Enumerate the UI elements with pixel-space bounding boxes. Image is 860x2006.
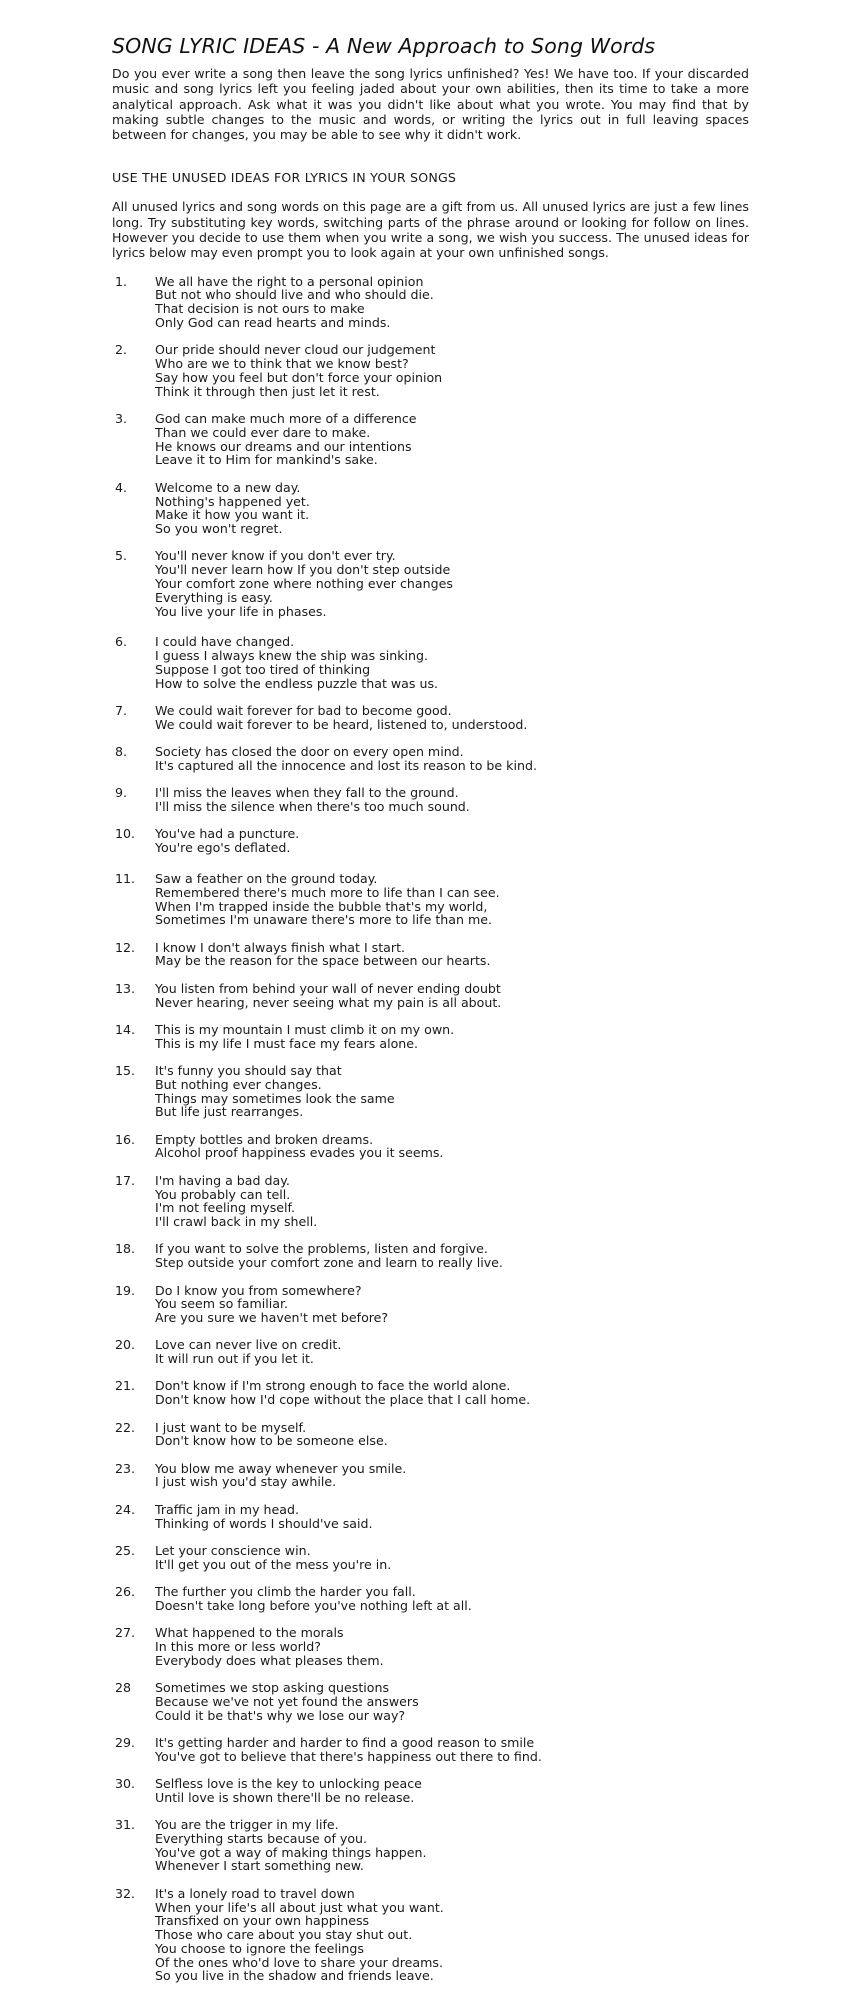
lyric-line: Only God can read hearts and minds. [155,315,391,331]
lyric-lines [155,1777,749,1805]
lyric-line: But not who should live and who should die. [155,287,434,303]
lyric-line: Your comfort zone where nothing ever changes [155,576,453,592]
lyric-line: Until love is shown there'll be no release. [155,1789,415,1805]
lyric-line: I'm having a bad day. [155,1172,290,1188]
lyric-item [112,481,749,536]
lyric-number: 25. [115,1542,136,1558]
lyric-lines [155,1242,749,1270]
lyric-lines [155,1818,749,1873]
lyric-lines [155,872,749,927]
lyric-line: Because we've not yet found the answers [155,1693,419,1709]
lyric-lines [155,1544,749,1572]
lyric-number: 23. [115,1460,136,1476]
body-paragraph: All unused lyrics and song words on this page are a gift from us. All unused lyrics are just a few lines long. Try substituting key words, switching parts of the phrase around or looking for follow on lines. However you decide to use them when you write a song, we wish you success. The unused ideas for lyrics below may even prompt you to look again at your own unfinished songs. [112,199,749,261]
lyric-line: But nothing ever changes. [155,1076,322,1092]
lyric-line: But life just rearranges. [155,1104,304,1120]
lyric-line: Remembered there's much more to life than I can see. [155,884,500,900]
lyric-line: Alcohol proof happiness evades you it seems. [155,1145,444,1161]
lyric-line: Thinking of words I should've said. [155,1515,373,1531]
lyric-line: This is my mountain I must climb it on my own. [155,1021,455,1037]
lyric-number: 32. [115,1885,136,1901]
lyric-number: 19. [115,1282,136,1298]
lyric-number: 29. [115,1734,136,1750]
lyric-lines [155,982,749,1010]
lyric-lines [155,481,749,536]
lyric-number: 10. [115,826,136,842]
lyric-line: Everything starts because of you. [155,1830,368,1846]
lyric-line: Of the ones who'd love to share your dreams. [155,1954,443,1970]
lyric-lines [155,704,749,732]
lyric-line: God can make much more of a difference [155,411,417,427]
lyric-line: Sometimes I'm unaware there's more to life than me. [155,912,492,928]
lyric-lines [155,1585,749,1613]
lyric-line: I'll crawl back in my shell. [155,1214,318,1230]
lyric-line: I just wish you'd stay awhile. [155,1474,337,1490]
lyric-line: I'll miss the leaves when they fall to the ground. [155,785,459,801]
lyric-line: You choose to ignore the feelings [155,1940,364,1956]
lyric-number: 20. [115,1337,136,1353]
lyric-line: How to solve the endless puzzle that was us. [155,675,439,691]
lyric-item [112,786,749,814]
lyric-line: Everybody does what pleases them. [155,1652,384,1668]
lyric-number: 15. [115,1062,136,1078]
lyric-line: Never hearing, never seeing what my pain is all about. [155,994,502,1010]
lyric-line: Those who care about you stay shut out. [155,1927,413,1943]
lyric-lines [155,635,749,690]
lyric-line: Make it how you want it. [155,507,310,523]
lyric-number: 2. [115,342,128,358]
lyric-line: Who are we to think that we know best? [155,356,409,372]
lyric-number: 4. [115,479,128,495]
lyric-item [112,1421,749,1449]
lyric-item [112,1023,749,1051]
lyric-number: 21. [115,1378,136,1394]
lyric-line: So you won't regret. [155,521,283,537]
lyric-item [112,1133,749,1161]
lyric-item [112,1242,749,1270]
lyric-line: You seem so familiar. [155,1296,288,1312]
lyric-number: 30. [115,1775,136,1791]
lyric-lines [155,1626,749,1667]
lyric-line: Leave it to Him for mankind's sake. [155,452,378,468]
lyric-number: 16. [115,1131,136,1147]
section-heading: USE THE UNUSED IDEAS FOR LYRICS IN YOUR SONGS [112,170,457,186]
lyric-line: Saw a feather on the ground today. [155,870,378,886]
lyric-number: 8. [115,744,128,760]
lyric-item [112,549,749,618]
lyric-line: Think it through then just let it rest. [155,383,380,399]
lyric-item [112,1736,749,1764]
lyric-item [112,1379,749,1407]
lyric-line: You live your life in phases. [155,603,327,619]
lyric-line: Everything is easy. [155,589,273,605]
lyric-line: You've got a way of making things happen. [155,1844,427,1860]
lyric-line: Than we could ever dare to make. [155,424,371,440]
lyric-line: In this more or less world? [155,1638,321,1654]
lyric-item [112,1626,749,1667]
lyric-item [112,872,749,927]
lyric-item [112,1462,749,1490]
lyric-item [112,635,749,690]
lyric-line: The further you climb the harder you fall. [155,1583,416,1599]
lyric-line: When your life's all about just what you want. [155,1899,444,1915]
lyric-number: 26. [115,1583,136,1599]
lyric-line: This is my life I must face my fears alone. [155,1035,419,1051]
lyric-item [112,1585,749,1613]
lyric-number: 7. [115,703,128,719]
lyric-lines [155,1174,749,1229]
lyric-lines [155,1379,749,1407]
lyric-item [112,1681,749,1722]
lyrics-list [112,275,749,1984]
lyric-item [112,1284,749,1325]
lyric-line: He knows our dreams and our intentions [155,438,412,454]
lyric-number: 17. [115,1172,136,1188]
lyric-line: You'll never know if you don't ever try. [155,548,396,564]
lyric-number: 24. [115,1501,136,1517]
lyric-lines [155,1503,749,1531]
lyric-line: I guess I always knew the ship was sinking. [155,648,428,664]
lyric-lines [155,343,749,398]
lyric-line: You probably can tell. [155,1186,291,1202]
lyric-line: Are you sure we haven't met before? [155,1310,389,1326]
lyric-line: Say how you feel but don't force your opinion [155,369,443,385]
lyric-line: It's captured all the innocence and lost its reason to be kind. [155,757,537,773]
lyric-line: It'll get you out of the mess you're in. [155,1556,392,1572]
lyric-item [112,1174,749,1229]
lyric-line: I'll miss the silence when there's too much sound. [155,799,470,815]
lyric-lines [155,1887,749,1984]
lyric-line: We could wait forever for bad to become good. [155,703,452,719]
lyric-line: Let your conscience win. [155,1542,311,1558]
lyric-line: You're ego's deflated. [155,840,291,856]
lyric-item [112,1064,749,1119]
lyric-number: 6. [115,634,128,650]
lyric-number: 11. [115,870,136,886]
lyric-line: You've got to believe that there's happiness out there to find. [155,1748,542,1764]
lyric-item [112,1503,749,1531]
lyric-lines [155,1133,749,1161]
lyric-line: We could wait forever to be heard, listened to, understood. [155,716,528,732]
lyric-line: You blow me away whenever you smile. [155,1460,407,1476]
lyric-line: Society has closed the door on every open mind. [155,744,464,760]
lyric-lines [155,1462,749,1490]
lyric-number: 13. [115,980,136,996]
lyric-item [112,827,749,855]
lyric-number: 9. [115,785,128,801]
lyric-lines [155,1284,749,1325]
lyric-number: 22. [115,1419,136,1435]
lyric-line: Don't know how to be someone else. [155,1433,388,1449]
lyric-lines [155,941,749,969]
lyric-line: Love can never live on credit. [155,1337,342,1353]
lyric-line: What happened to the morals [155,1625,344,1641]
lyric-line: It's getting harder and harder to find a good reason to smile [155,1734,535,1750]
page-title: SONG LYRIC IDEAS - A New Approach to Song Words [112,34,656,58]
lyric-line: Sometimes we stop asking questions [155,1679,390,1695]
lyric-lines [155,745,749,773]
lyric-line: If you want to solve the problems, listen and forgive. [155,1241,488,1257]
lyric-line: I just want to be myself. [155,1419,307,1435]
lyric-lines [155,275,749,330]
lyric-item [112,941,749,969]
lyric-number: 31. [115,1817,136,1833]
lyric-item [112,1818,749,1873]
lyric-line: I could have changed. [155,634,295,650]
lyric-number: 3. [115,411,128,427]
lyric-line: So you live in the shadow and friends leave. [155,1968,434,1984]
lyric-line: Do I know you from somewhere? [155,1282,362,1298]
lyric-item [112,704,749,732]
lyric-line: Our pride should never cloud our judgement [155,342,436,358]
lyric-item [112,1544,749,1572]
lyric-line: Empty bottles and broken dreams. [155,1131,374,1147]
lyric-number: 1. [115,273,128,289]
lyric-lines [155,827,749,855]
lyric-item [112,275,749,330]
lyric-line: May be the reason for the space between our hearts. [155,953,491,969]
lyric-lines [155,786,749,814]
lyric-line: You'll never learn how If you don't step outside [155,562,451,578]
lyric-item [112,1887,749,1984]
lyric-number: 27. [115,1625,136,1641]
lyric-line: We all have the right to a personal opinion [155,273,424,289]
lyric-line: Welcome to a new day. [155,479,301,495]
lyric-lines [155,1064,749,1119]
lyric-lines [155,412,749,467]
intro-paragraph: Do you ever write a song then leave the song lyrics unfinished? Yes! We have too. If your discarded music and song lyrics left you feeling jaded about your own abilities, then its time to take a more analytical approach. Ask what it was you didn't like about what you wrote. You may find that by making subtle changes to the music and words, or writing the lyrics out in full leaving spaces between for changes, you may be able to see why it didn't work. [112,66,749,143]
lyric-number: 12. [115,939,136,955]
lyric-number: 18. [115,1241,136,1257]
lyric-lines [155,1023,749,1051]
lyric-lines [155,1736,749,1764]
lyric-number: 5. [115,548,128,564]
lyric-line: I know I don't always finish what I start. [155,939,406,955]
lyric-line: Step outside your comfort zone and learn to really live. [155,1255,503,1271]
lyric-line: It will run out if you let it. [155,1351,314,1367]
lyric-lines [155,1421,749,1449]
lyric-line: I'm not feeling myself. [155,1200,296,1216]
lyric-line: It's a lonely road to travel down [155,1885,355,1901]
lyric-line: Could it be that's why we lose our way? [155,1707,406,1723]
lyric-line: Traffic jam in my head. [155,1501,299,1517]
lyric-line: Suppose I got too tired of thinking [155,662,371,677]
lyric-line: Whenever I start something new. [155,1858,364,1874]
lyric-line: Doesn't take long before you've nothing left at all. [155,1597,472,1613]
lyric-item [112,1338,749,1366]
lyric-line: Selfless love is the key to unlocking peace [155,1775,422,1791]
lyric-item [112,412,749,467]
lyric-number: 14. [115,1021,136,1037]
lyric-line: Transfixed on your own happiness [155,1913,370,1929]
lyric-lines [155,549,749,618]
lyric-line: When I'm trapped inside the bubble that's my world, [155,898,488,914]
lyric-line: You are the trigger in my life. [155,1817,339,1833]
lyric-line: You listen from behind your wall of never ending doubt [155,980,501,996]
article [112,34,749,1997]
lyric-item [112,1777,749,1805]
lyric-item [112,745,749,773]
lyric-item [112,982,749,1010]
lyric-line: Things may sometimes look the same [155,1090,395,1106]
lyric-line: Nothing's happened yet. [155,493,310,509]
lyric-number: 28 [115,1679,132,1695]
lyric-line: Don't know if I'm strong enough to face the world alone. [155,1378,511,1394]
lyric-line: It's funny you should say that [155,1062,342,1078]
lyric-item [112,343,749,398]
lyric-line: Don't know how I'd cope without the place that I call home. [155,1392,531,1408]
lyric-line: You've had a puncture. [155,826,300,842]
lyric-lines [155,1338,749,1366]
lyric-lines [155,1681,749,1722]
lyric-line: That decision is not ours to make [155,301,365,317]
